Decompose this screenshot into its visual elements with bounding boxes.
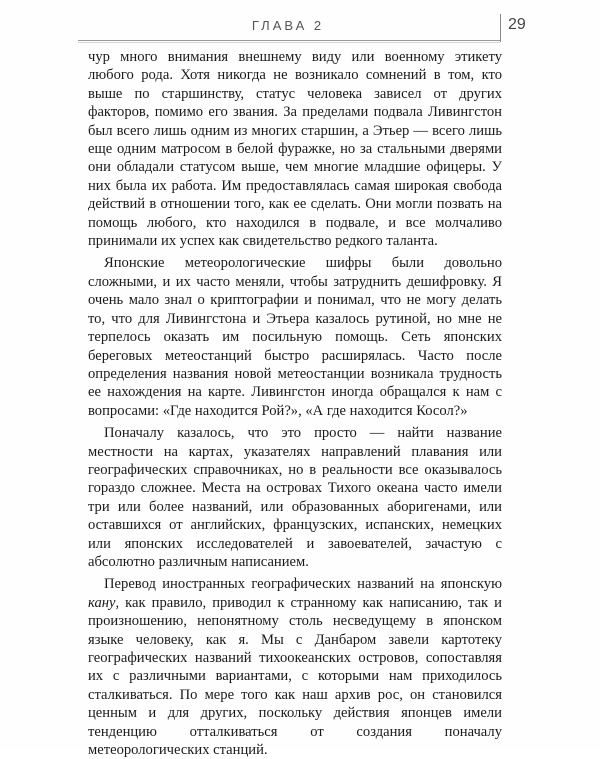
paragraph: чур много внимания внешнему виду или военному этикету любого рода. Хотя никогда не возникало сомнений в том, кто выше по старшинству, статус человека зависел от других факторов, помимо его звания. За пределами подвала Ливингстон был всего лишь одним из многих старшин, а Этьер — всего лишь еще одним матросом в белой фуражке, но за стальными дверями они обладали статусом выше, чем многие младшие офицеры. У них была их работа. Им предоставлялась самая широкая свобода действий в отношении того, как ее сделать. Они могли позвать на помощь любого, кто находился в подвале, и все молчаливо принимали их успех как свидетельство редкого таланта. [88, 49, 502, 250]
paragraph: Японские метеорологические шифры были довольно сложными, и их часто меняли, чтобы затруднить дешифровку. Я очень мало знал о криптографии и понимал, что не могу делать то, что для Ливингстона и Этьера казалось рутиной, но мне не терпелось оказать им посильную помощь. Сеть японских береговых метеостанций быстро расширялась. Часто после определения названия новой метеостанции возникала трудность ее нахождения на карте. Ливингстон иногда обращался к нам с вопросами: «Где находится Рой?», «А где находится Косол?» [88, 255, 502, 419]
body-text [88, 48, 502, 759]
italic-term: кану [88, 594, 116, 611]
page-number: 29 [508, 16, 526, 33]
paragraph: Поначалу казалось, что это просто — найти название местности на картах, указателях направлений плавания или географических справочниках, но в реальности все оказывалось гораздо сложнее. Места на островах Тихого океана часто имели три или более названий, или образованных аборигенами, или оставшихся от английских, французских, испанских, немецких или японских исследователей и завоевателей, зачастую с абсолютно различным написанием. [88, 425, 502, 570]
chapter-title: ГЛАВА 2 [251, 18, 325, 33]
header-divider [500, 14, 501, 42]
header-rule [78, 40, 500, 41]
paragraph-text: , как правило, приводил к странному как написанию, так и произношению, непонятному столь несведущему в японском языке человеку, как я. Мы с Данбаром завели картотеку географических названий тихоокеанских островов, сопоставляя их с различными вариантами, с которыми нам приходилось сталкиваться. По мере того как наш архив рос, он становился ценным и для других, поскольку действия японцев имели тенденцию отталкиваться от создания поначалу метеорологических станций. [88, 594, 502, 759]
paragraph [88, 575, 502, 759]
paragraph-text: Перевод иностранных географических названий на японскую [104, 576, 502, 593]
running-header [78, 18, 576, 42]
